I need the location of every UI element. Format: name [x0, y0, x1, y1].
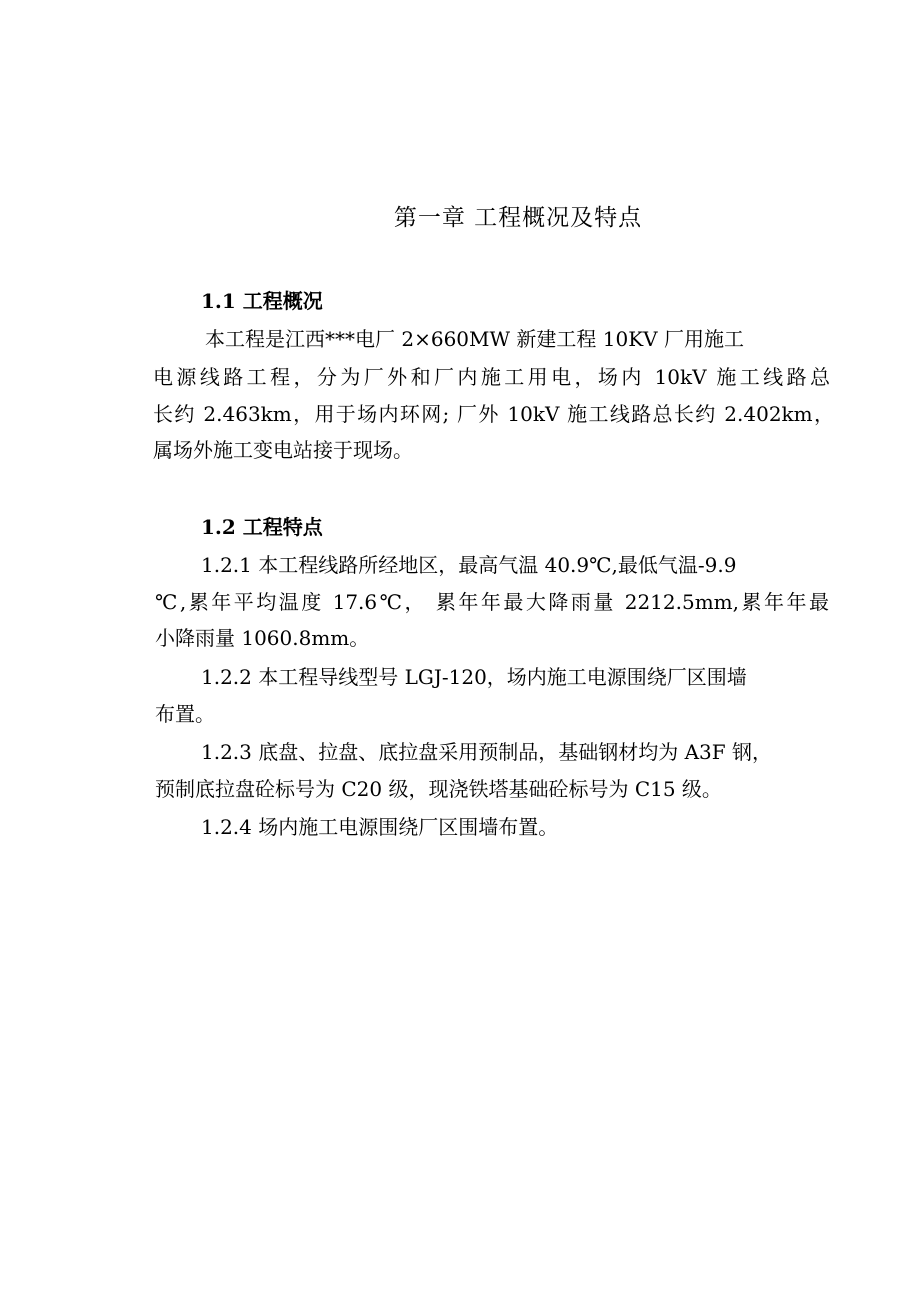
paragraph-line: 属场外施工变电站接于现场。 [153, 438, 413, 462]
section-heading-1-2: 1.2 工程特点 [201, 515, 323, 539]
list-item-line: 1.2.3 底盘、拉盘、底拉盘采用预制品，基础钢材均为 A3F 钢， [201, 740, 773, 764]
list-item-line: 预制底拉盘砼标号为 C20 级，现浇铁塔基础砼标号为 C15 级。 [155, 777, 722, 801]
list-item-line: 1.2.4 场内施工电源围绕厂区围墙布置。 [201, 815, 559, 839]
list-item-line: 1.2.2 本工程导线型号 LGJ-120，场内施工电源围绕厂区围墙 [201, 665, 747, 689]
paragraph-line: 本工程是江西***电厂 2×660MW 新建工程 10KV 厂用施工 [205, 327, 744, 351]
paragraph-line: 电源线路工程，分为厂外和厂内施工用电，场内 10kV 施工线路总 [153, 365, 830, 389]
list-item-line: 布置。 [155, 702, 215, 726]
paragraph-line: 长约 2.463km，用于场内环网; 厂外 10kV 施工线路总长约 2.402km， [153, 402, 834, 426]
list-item-line: 小降雨量 1060.8mm。 [155, 626, 370, 650]
list-item-line: 1.2.1 本工程线路所经地区，最高气温 40.9℃,最低气温-9.9 [201, 553, 737, 577]
section-heading-1-1: 1.1 工程概况 [201, 289, 323, 313]
chapter-title: 第一章 工程概况及特点 [393, 205, 643, 231]
list-item-line: ℃,累年平均温度 17.6℃， 累年年最大降雨量 2212.5mm,累年年最 [155, 590, 829, 614]
